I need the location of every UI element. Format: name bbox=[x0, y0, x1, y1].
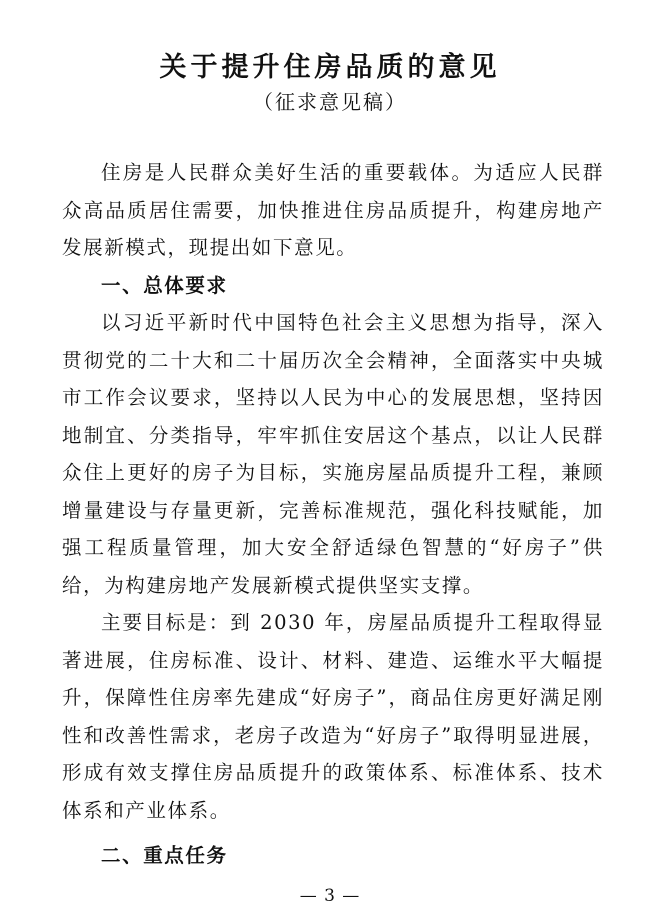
section-heading-key-tasks: 二、重点任务 bbox=[101, 844, 228, 867]
paragraph-main-goals: 主要目标是：到 2030 年，房屋品质提升工程取得显著进展，住房标准、设计、材料、建造、运维水平大幅提升，保障性住房率先建成“好房子”，商品住房更好满足刚性和改善性需求，老房子改造为“好房子”取得明显进展，形成有效支撑住房品质提升的政策体系、标准体系、技术体系和产业体系。 bbox=[62, 611, 604, 822]
intro-paragraph: 住房是人民群众美好生活的重要载体。为适应人民群众高品质居住需要，加快推进住房品质提升，构建房地产发展新模式，现提出如下意见。 bbox=[62, 161, 604, 259]
section-heading-general-requirements: 一、总体要求 bbox=[101, 273, 228, 297]
page-number: — 3 — bbox=[299, 886, 361, 906]
document-body bbox=[62, 154, 604, 875]
document-title: 关于提升住房品质的意见 bbox=[159, 52, 501, 83]
paragraph-guiding-ideology: 以习近平新时代中国特色社会主义思想为指导，深入贯彻党的二十大和二十届历次全会精神，全面落实中央城市工作会议要求，坚持以人民为中心的发展思想，坚持因地制宜、分类指导，牢牢抓住安居这个基点，以让人民群众住上更好的房子为目标，实施房屋品质提升工程，兼顾增量建设与存量更新，完善标准规范，强化科技赋能，加强工程质量管理，加大安全舒适绿色智慧的“好房子”供给，为构建房地产发展新模式提供坚实支撑。 bbox=[62, 311, 604, 597]
document-subtitle: （征求意见稿） bbox=[253, 90, 407, 114]
